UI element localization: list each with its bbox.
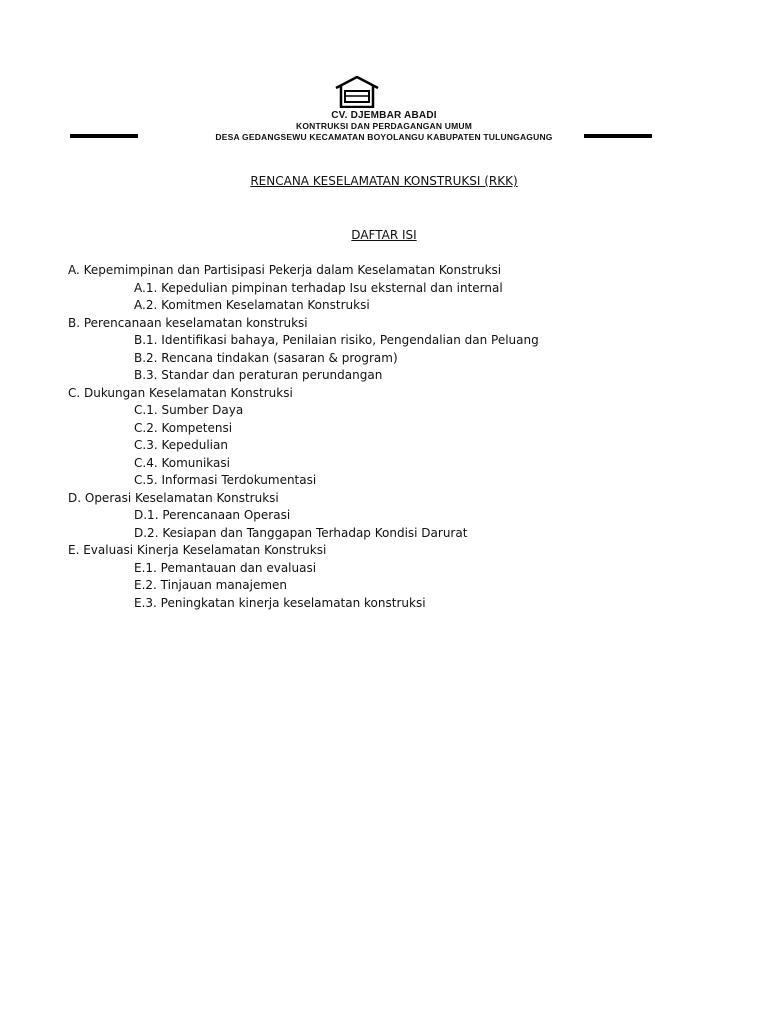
toc-section-label: B. Perencanaan keselamatan konstruksi <box>68 315 308 330</box>
toc-item: D.2. Kesiapan dan Tanggapan Terhadap Kondisi Darurat <box>134 525 468 540</box>
company-name: CV. DJEMBAR ABADI <box>331 110 437 121</box>
company-address: DESA GEDANGSEWU KECAMATAN BOYOLANGU KABUPATEN TULUNGAGUNG <box>215 132 553 142</box>
toc-heading: DAFTAR ISI <box>351 228 417 242</box>
toc-item: A.2. Komitmen Keselamatan Konstruksi <box>134 298 370 312</box>
toc-section-a <box>68 262 688 315</box>
toc-subsection-list <box>68 507 688 542</box>
company-business-type: KONTRUKSI DAN PERDAGANGAN UMUM <box>296 121 472 131</box>
toc-section-label: D. Operasi Keselamatan Konstruksi <box>68 490 279 505</box>
toc-item: B.2. Rencana tindakan (sasaran & program) <box>134 350 398 365</box>
toc-item: D.1. Perencanaan Operasi <box>134 508 291 522</box>
document-title: RENCANA KESELAMATAN KONSTRUKSI (RKK) <box>250 174 518 188</box>
toc-item: E.1. Pemantauan dan evaluasi <box>134 560 317 575</box>
toc-subsection-list <box>68 402 688 490</box>
toc-section-label: C. Dukungan Keselamatan Konstruksi <box>68 385 293 400</box>
toc-item: B.1. Identifikasi bahaya, Penilaian risiko, Pengendalian dan Peluang <box>134 333 539 347</box>
letterhead-rule-right <box>584 134 652 138</box>
toc-section-d <box>68 490 688 543</box>
letterhead-rule-left <box>70 134 138 138</box>
toc-item: B.3. Standar dan peraturan perundangan <box>134 368 383 382</box>
toc-item: A.1. Kepedulian pimpinan terhadap Isu eksternal dan internal <box>134 280 503 295</box>
toc-item: C.3. Kepedulian <box>134 438 228 452</box>
toc-section-e <box>68 542 688 612</box>
toc-section-label: A. Kepemimpinan dan Partisipasi Pekerja dalam Keselamatan Konstruksi <box>68 263 502 277</box>
toc-subsection-list <box>68 280 688 315</box>
house-icon <box>335 76 379 108</box>
toc-item: E.3. Peningkatan kinerja keselamatan konstruksi <box>134 595 426 610</box>
toc-item: C.5. Informasi Terdokumentasi <box>134 473 317 487</box>
table-of-contents <box>68 262 688 612</box>
toc-item: C.1. Sumber Daya <box>134 403 244 417</box>
toc-section-c <box>68 385 688 490</box>
toc-section-label: E. Evaluasi Kinerja Keselamatan Konstruksi <box>68 543 327 557</box>
toc-subsection-list <box>68 332 688 385</box>
toc-item: E.2. Tinjauan manajemen <box>134 578 288 592</box>
toc-subsection-list <box>68 560 688 613</box>
toc-item: C.4. Komunikasi <box>134 455 230 470</box>
toc-item: C.2. Kompetensi <box>134 420 233 435</box>
toc-section-b <box>68 315 688 385</box>
